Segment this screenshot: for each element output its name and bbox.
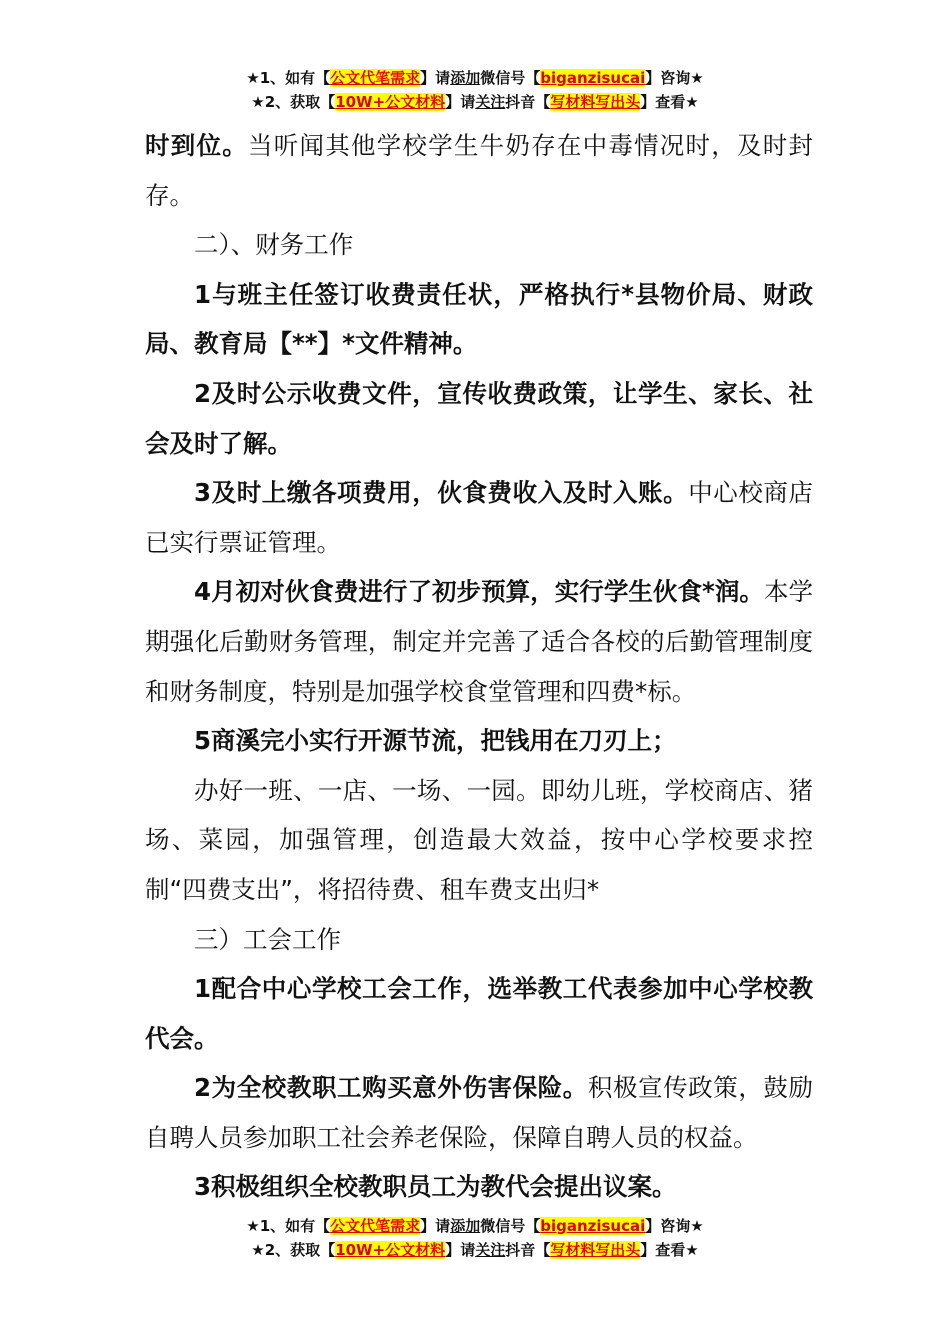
banner-highlight: biganzisucai — [540, 1217, 646, 1235]
paragraph — [145, 121, 813, 220]
normal-text: 本学期强化后勤财务管理，制定并完善了适合各校的后勤管理制度和财务制度，特别是加强学校食堂管理和四费*标。 — [145, 577, 813, 706]
banner-text: 】查看★ — [640, 1241, 699, 1259]
banner-text: ★2、获取【 — [251, 93, 336, 111]
section-heading — [145, 915, 813, 965]
banner-text: ★1、如有【 — [246, 1217, 331, 1235]
normal-text: 三）工会工作 — [194, 924, 341, 954]
paragraph — [145, 766, 813, 915]
banner-text: 】咨询★ — [645, 69, 704, 87]
banner-text: 抖音【 — [505, 93, 551, 111]
banner-text: 】请 — [445, 93, 476, 111]
banner-line-2 — [0, 90, 950, 114]
banner-text: 】咨询★ — [645, 1217, 704, 1235]
paragraph — [145, 1162, 813, 1212]
section-heading — [145, 220, 813, 270]
normal-text: 中心校商店已实行票证管理。 — [145, 478, 814, 557]
banner-underlined: 关注 — [475, 93, 506, 111]
normal-text: 当听闻其他学校学生牛奶存在中毒情况时，及时封存。 — [145, 131, 814, 210]
bold-text: 3积极组织全校教职员工为教代会提出议案。 — [194, 1172, 677, 1202]
banner-text: 】请 — [420, 69, 451, 87]
document-body — [145, 121, 813, 1212]
banner-text: 】请 — [420, 1217, 451, 1235]
banner-underlined: 添加 — [450, 1217, 481, 1235]
paragraph — [145, 1063, 813, 1162]
banner-highlight: biganzisucai — [540, 69, 646, 87]
normal-text: 二）、财务工作 — [194, 230, 354, 260]
banner-text: 微信号【 — [480, 69, 541, 87]
normal-text: 积极宣传政策，鼓励自聘人员参加职工社会养老保险，保障自聘人员的权益。 — [145, 1073, 814, 1152]
paragraph — [145, 468, 813, 567]
banner-highlight: 写材料写出头 — [550, 93, 641, 111]
banner-line-1 — [0, 66, 950, 90]
header-banner — [0, 66, 950, 114]
banner-highlight: 写材料写出头 — [550, 1241, 641, 1259]
bold-text: 2及时公示收费文件，宣传收费政策，让学生、家长、社会及时了解。 — [145, 378, 813, 458]
banner-text: 】查看★ — [640, 93, 699, 111]
paragraph — [145, 964, 813, 1063]
footer-banner — [0, 1214, 950, 1262]
paragraph — [145, 716, 813, 766]
bold-text: 1与班主任签订收费责任状，严格执行*县物价局、财政局、教育局【**】*文件精神。 — [145, 279, 813, 359]
banner-underlined: 关注 — [475, 1241, 506, 1259]
paragraph — [145, 567, 813, 716]
banner-line-2 — [0, 1238, 950, 1262]
banner-line-1 — [0, 1214, 950, 1238]
banner-text: ★2、获取【 — [251, 1241, 336, 1259]
banner-text: ★1、如有【 — [246, 69, 331, 87]
bold-text: 3及时上缴各项费用，伙食费收入及时入账。 — [194, 478, 689, 508]
banner-underlined: 添加 — [450, 69, 481, 87]
bold-text: 4月初对伙食费进行了初步预算，实行学生伙食*润。 — [194, 577, 764, 607]
banner-text: 】请 — [445, 1241, 476, 1259]
banner-text: 微信号【 — [480, 1217, 541, 1235]
bold-text: 1配合中心学校工会工作，选举教工代表参加中心学校教代会。 — [145, 974, 813, 1053]
banner-highlight: 公文代笔需求 — [330, 1217, 421, 1235]
paragraph — [145, 270, 813, 369]
bold-text: 5商溪完小实行开源节流，把钱用在刀刃上； — [194, 726, 677, 756]
banner-text: 抖音【 — [505, 1241, 551, 1259]
normal-text: 办好一班、一店、一场、一园。即幼儿班，学校商店、猪场、菜园，加强管理，创造最大效益，按中心学校要求控制“四费支出”，将招待费、租车费支出归* — [145, 775, 813, 904]
bold-text: 时到位。 — [145, 131, 248, 160]
banner-highlight: 公文代笔需求 — [330, 69, 421, 87]
bold-text: 2为全校教职工购买意外伤害保险。 — [194, 1073, 588, 1103]
paragraph — [145, 369, 813, 468]
banner-highlight: 10W+公文材料 — [335, 93, 446, 111]
banner-highlight: 10W+公文材料 — [335, 1241, 446, 1259]
